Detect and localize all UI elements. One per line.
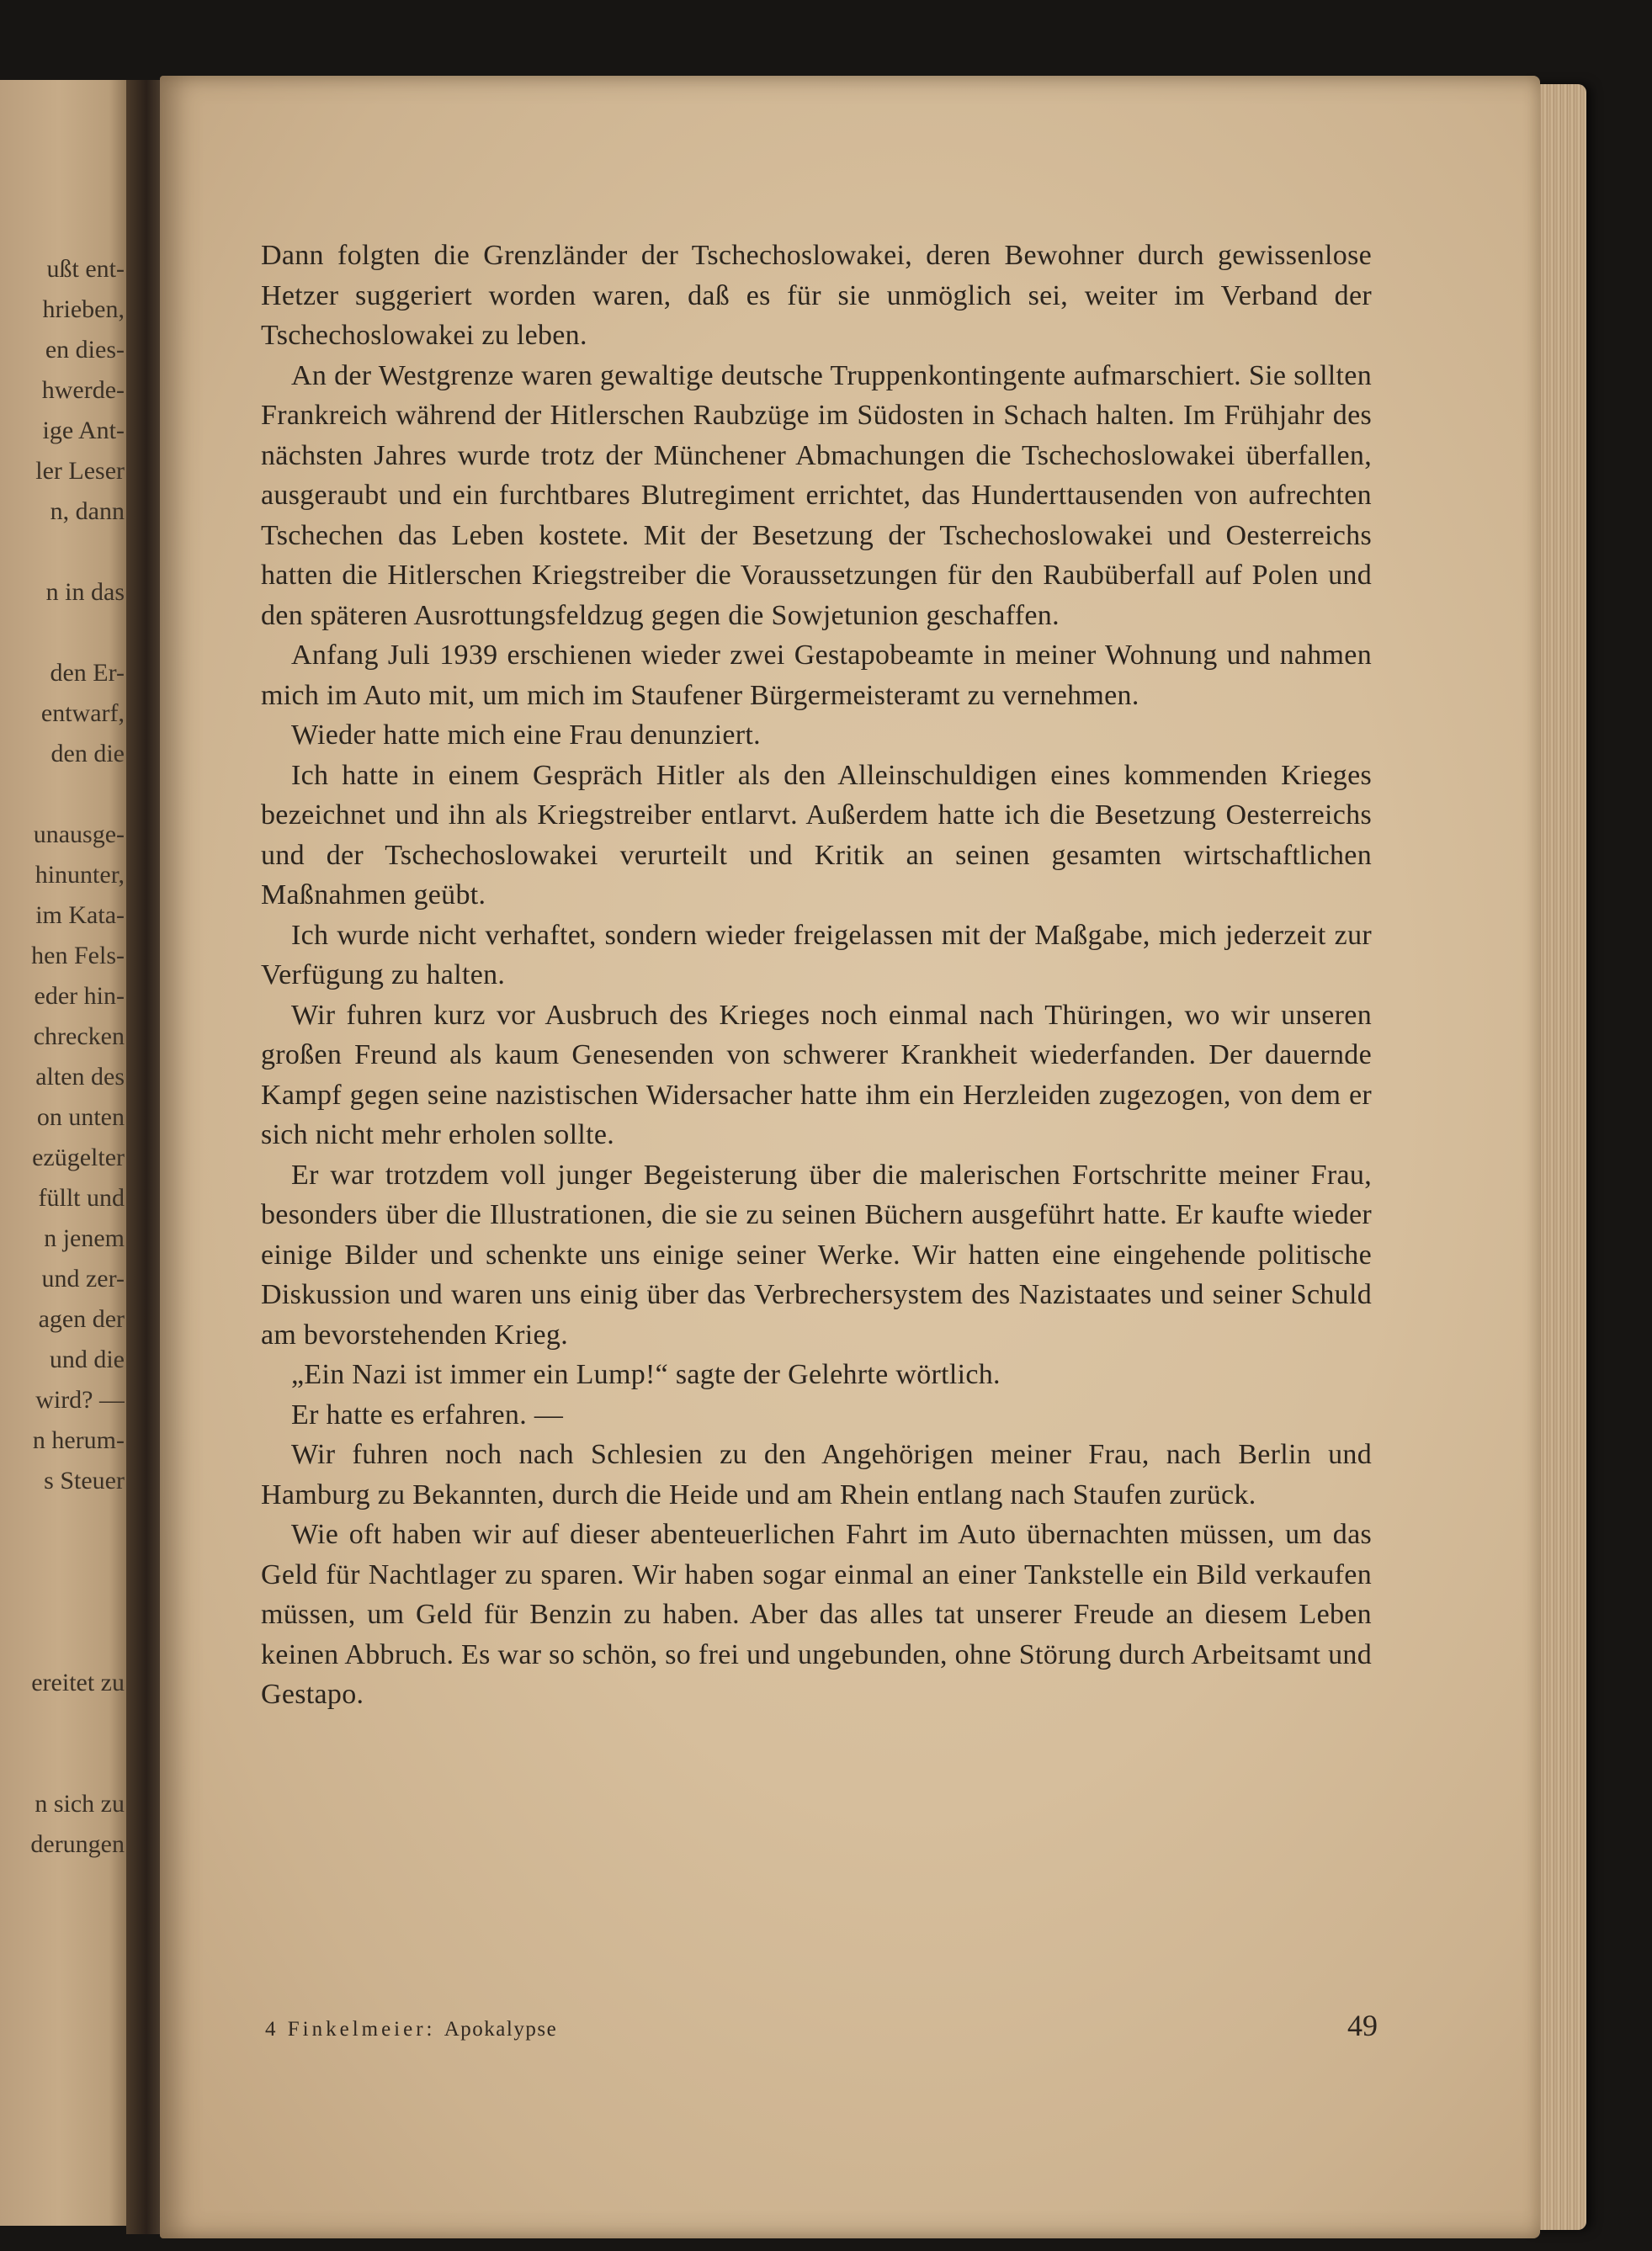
previous-page-line [0, 1711, 125, 1751]
paragraph: Wir fuhren kurz vor Ausbruch des Krieges noch einmal nach Thüringen, wo wir unseren großen Freund als kaum Genesenden von schwerer Krankheit wiederfanden. Der dauernde Kampf gegen seine nazistischen Widersacher hatte ihm ein Herzleiden zugezogen, von dem er sich nicht mehr erholen sollte. [261, 999, 1372, 1150]
paragraph: Anfang Juli 1939 erschienen wieder zwei Gestapobeamte in meiner Wohnung und nahmen mich im Auto mit, um mich im Staufener Bürgermeisteramt zu vernehmen. [261, 640, 1372, 711]
previous-page-line: wird? — [35, 1388, 125, 1414]
previous-page-line: n jenem [44, 1226, 125, 1252]
previous-page-line: unausge- [33, 822, 125, 848]
paragraph: Er hatte es erfahren. — [291, 1399, 564, 1431]
previous-page-line: en dies- [45, 337, 125, 364]
previous-page-line [0, 1751, 125, 1792]
previous-page-line: n in das [45, 580, 125, 606]
previous-page-edge [0, 80, 135, 2226]
page-footer [265, 2011, 1376, 2053]
previous-page-line [0, 782, 125, 822]
previous-page-line: füllt und [38, 1186, 125, 1212]
previous-page-line: und die [49, 1347, 125, 1373]
previous-page-line: agen der [38, 1307, 125, 1333]
previous-page-line: ereitet zu [31, 1670, 125, 1696]
previous-page-line: on unten [36, 1105, 125, 1131]
previous-page-line: alten des [35, 1064, 125, 1091]
previous-page-line: n sich zu [35, 1792, 125, 1818]
previous-page-text [0, 257, 125, 1872]
paragraph: Ich hatte in einem Gespräch Hitler als den Alleinschuldigen eines kommenden Krieges bezeichnet und ihn als Kriegstreiber entlarvt. Außerdem hatte ich die Besetzung Oesterreichs und der Tschechoslowakei verurteilt und Kritik an seinen gesamten wirtschaftlichen Maßnahmen geübt. [261, 759, 1372, 910]
body-text [261, 236, 1372, 1715]
previous-page-line [0, 1590, 125, 1630]
paragraph: „Ein Nazi ist immer ein Lump!“ sagte der Gelehrte wörtlich. [291, 1359, 1001, 1390]
previous-page-line: im Kata- [35, 903, 125, 929]
previous-page-line: ußt ent- [46, 257, 125, 283]
previous-page-line: den Er- [50, 661, 125, 687]
previous-page-line [0, 1630, 125, 1670]
paragraph: Wir fuhren noch nach Schlesien zu den Angehörigen meiner Frau, nach Berlin und Hamburg zu Bekannten, durch die Heide und am Rhein entlang nach Staufen zurück. [261, 1439, 1372, 1510]
previous-page-line: n herum- [32, 1428, 125, 1454]
previous-page-line [0, 620, 125, 661]
previous-page-line: hen Fels- [31, 943, 125, 969]
paragraph: Ich wurde nicht verhaftet, sondern wieder freigelassen mit der Maßgabe, mich jederzeit zur Verfügung zu halten. [261, 919, 1372, 990]
previous-page-line [0, 1549, 125, 1590]
previous-page-line: und zer- [41, 1266, 125, 1293]
paragraph: Dann folgten die Grenzländer der Tschechoslowakei, deren Bewohner durch gewissenlose Hetzer suggeriert worden waren, daß es für sie unmöglich sei, weiter im Verband der Tschechoslowakei zu leben. [261, 240, 1372, 351]
previous-page-line: ler Leser [35, 459, 125, 485]
previous-page-line [0, 539, 125, 580]
printer-signature [265, 2018, 557, 2041]
paragraph: Wie oft haben wir auf dieser abenteuerlichen Fahrt im Auto übernachten müssen, um das Geld für Nachtlager zu sparen. Wir haben sogar einmal an einer Tankstelle ein Bild verkaufen müssen, um Geld für Benzin zu haben. Aber das alles tat unserer Freude an diesem Leben keinen Abbruch. Es war so schön, so frei und ungebunden, ohne Störung durch Arbeitsamt und Gestapo. [261, 1519, 1372, 1710]
previous-page-line: eder hin- [34, 984, 125, 1010]
paragraph: Wieder hatte mich eine Frau denunziert. [291, 719, 761, 751]
previous-page-line: ezügelter [32, 1145, 125, 1171]
book-page [160, 76, 1540, 2238]
previous-page-line: s Steuer [44, 1468, 125, 1494]
previous-page-line: hinunter, [35, 863, 125, 889]
previous-page-line: hrieben, [42, 297, 125, 323]
previous-page-line: den die [50, 741, 125, 767]
signature-mark: 4 Finkelmeier: [265, 2018, 436, 2041]
previous-page-line: derungen [30, 1832, 125, 1858]
previous-page-line: chrecken [33, 1024, 125, 1050]
signature-title: Apokalypse [444, 2018, 558, 2041]
paragraph: An der Westgrenze waren gewaltige deutsche Truppenkontingente aufmarschiert. Sie sollten Frankreich während der Hitlerschen Raubzüge im Südosten in Schach halten. Im Frühjahr des nächsten Jahres wurde trotz der Münchener Abmachungen die Tschechoslowakei überfallen, ausgeraubt und ein furchtbares Blutregiment errichtet, das Hunderttausenden von aufrechten Tschechen das Leben kostete. Mit der Besetzung der Tschechoslowakei und Oesterreichs hatten die Hitlerschen Kriegstreiber die Voraussetzungen für den Raubüberfall auf Polen und den späteren Ausrottungsfeldzug gegen die Sowjetunion geschaffen. [261, 359, 1372, 631]
previous-page-line: hwerde- [41, 378, 125, 404]
page-number: 49 [1347, 2009, 1378, 2042]
previous-page-line: n, dann [50, 499, 125, 525]
previous-page-line [0, 1509, 125, 1549]
paragraph: Er war trotzdem voll junger Begeisterung über die malerischen Fortschritte meiner Frau, besonders über die Illustrationen, die sie zu seinen Büchern ausgeführt hatte. Er kaufte wieder einige Bilder und schenkte uns einige seiner Werke. Wir hatten eine eingehende politische Diskussion und waren uns einig über das Verbrechersystem des Nazistaates und seiner Schuld am bevorstehenden Krieg. [261, 1159, 1372, 1351]
previous-page-line: entwarf, [40, 701, 125, 727]
previous-page-line: ige Ant- [42, 418, 125, 444]
